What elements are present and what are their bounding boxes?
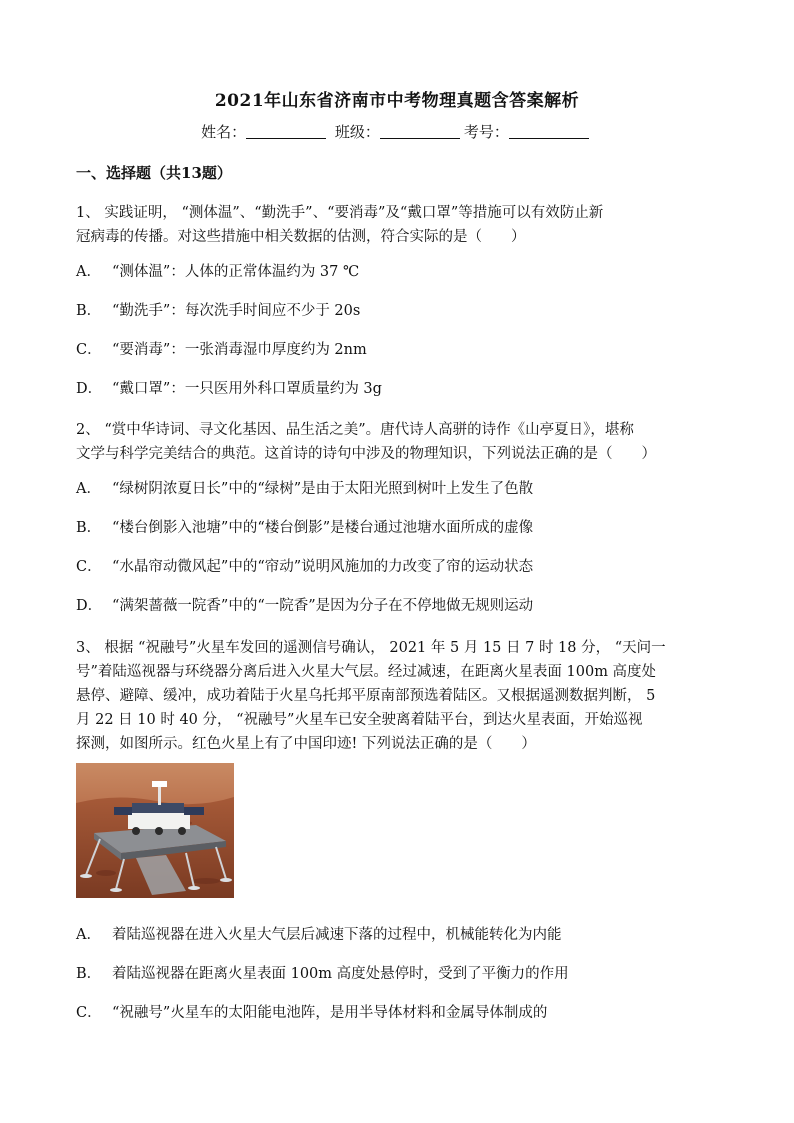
option-letter: A．	[76, 927, 101, 943]
name-blank[interactable]	[246, 124, 326, 139]
option-text: 着陆巡视器在进入火星大气层后减速下落的过程中，机械能转化为内能	[112, 927, 562, 943]
question-line: 号”着陆巡视器与环绕器分离后进入火星大气层。经过减速，在距离火星表面 100m 高度处	[76, 664, 657, 680]
q1-option-a[interactable]	[76, 261, 721, 283]
option-letter: D．	[76, 381, 103, 397]
q1-option-d[interactable]	[76, 378, 721, 400]
exam-no-blank[interactable]	[509, 124, 589, 139]
option-text: 着陆巡视器在距离火星表面 100m 高度处悬停时，受到了平衡力的作用	[112, 966, 569, 982]
document-title: 2021年山东省济南市中考物理真题含答案解析	[214, 91, 580, 111]
option-text: “祝融号”火星车的太阳能电池阵，是用半导体材料和金属导体制成的	[112, 1005, 548, 1021]
question-line: 冠病毒的传播。对这些措施中相关数据的估测，符合实际的是（ ）	[76, 229, 526, 245]
option-letter: D．	[76, 598, 103, 614]
question-3-stem	[76, 636, 721, 756]
option-text: “水晶帘动微风起”中的“帘动”说明风施加的力改变了帘的运动状态	[112, 559, 534, 575]
q1-option-b[interactable]	[76, 300, 721, 322]
section-heading: 一、选择题（共13题）	[76, 164, 232, 182]
option-text: “戴口罩”：一只医用外科口罩质量约为 3g	[112, 381, 382, 397]
q1-option-c[interactable]	[76, 339, 721, 361]
option-text: “楼台倒影入池塘”中的“楼台倒影”是楼台通过池塘水面所成的虚像	[112, 520, 534, 536]
option-letter: B．	[76, 520, 102, 536]
option-text: “满架蔷薇一院香”中的“一院香”是因为分子在不停地做无规则运动	[112, 598, 534, 614]
class-blank[interactable]	[380, 124, 460, 139]
option-letter: B．	[76, 303, 102, 319]
option-letter: A．	[76, 264, 101, 280]
question-line: 文学与科学完美结合的典范。这首诗的诗句中涉及的物理知识，下列说法正确的是（ ）	[76, 446, 656, 462]
question-1-stem	[76, 201, 721, 249]
q2-option-d[interactable]	[76, 595, 721, 617]
question-line: 探测，如图所示。红色火星上有了中国印迹! 下列说法正确的是（ ）	[76, 736, 536, 752]
question-line: 悬停、避障、缓冲，成功着陆于火星乌托邦平原南部预选着陆区。又根据遥测数据判断， 5	[76, 688, 656, 704]
student-info-line	[0, 121, 794, 142]
option-letter: C．	[76, 342, 102, 358]
option-text: “勤洗手”：每次洗手时间应不少于 20s	[112, 303, 361, 319]
option-text: “要消毒”：一张消毒湿巾厚度约为 2nm	[112, 342, 367, 358]
mars-rover-photo	[76, 763, 234, 898]
q3-option-b[interactable]	[76, 963, 721, 985]
q3-option-a[interactable]	[76, 924, 721, 946]
option-text: “测体温”：人体的正常体温约为 37 ℃	[112, 264, 360, 280]
q2-option-a[interactable]	[76, 478, 721, 500]
option-text: “绿树阴浓夏日长”中的“绿树”是由于太阳光照到树叶上发生了色散	[112, 481, 534, 497]
option-letter: C．	[76, 559, 102, 575]
class-label: 班级：	[334, 123, 380, 141]
q2-option-c[interactable]	[76, 556, 721, 578]
question-line: 月 22 日 10 时 40 分， “祝融号”火星车已安全驶离着陆平台，到达火星表面，开始巡视	[76, 712, 643, 728]
name-label: 姓名：	[201, 123, 247, 141]
exam-no-label: 考号：	[463, 123, 509, 141]
question-line: 3、 根据 “祝融号”火星车发回的遥测信号确认， 2021 年 5 月 15 日 7 时 18 分， “天问一	[76, 640, 666, 656]
mars-rover-illustration	[76, 763, 234, 898]
question-line: 1、 实践证明， “测体温”、“勤洗手”、“要消毒”及“戴口罩”等措施可以有效防止新	[76, 205, 604, 221]
q3-option-c[interactable]	[76, 1002, 721, 1024]
question-2-stem	[76, 418, 721, 466]
option-letter: A．	[76, 481, 101, 497]
option-letter: C．	[76, 1005, 102, 1021]
question-line: 2、 “赏中华诗词、寻文化基因、品生活之美”。唐代诗人高骈的诗作《山亭夏日》，堪称	[76, 422, 634, 438]
q2-option-b[interactable]	[76, 517, 721, 539]
option-letter: B．	[76, 966, 102, 982]
